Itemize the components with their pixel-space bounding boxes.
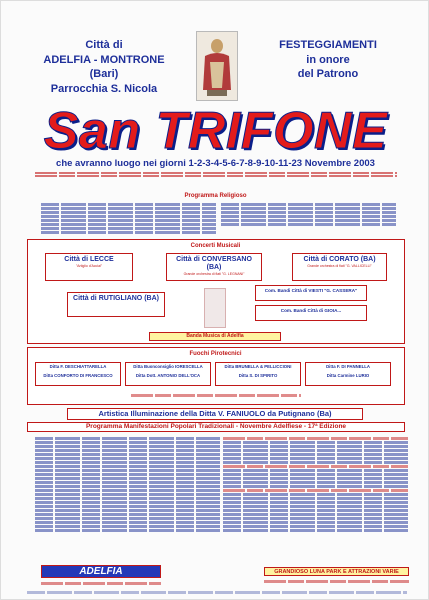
concert-title: Com. Bandi Città di GIOIA... <box>280 308 342 313</box>
concert-subtitle: Grande orchestra di fiati "G. LEGNANI" <box>183 272 245 277</box>
religious-program-heading: Programma Religioso <box>184 193 247 199</box>
concert-title: Com. Bandi Città di VIESTI "G. CASSERA" <box>264 288 358 293</box>
header-right-line1: FESTEGGIAMENTI <box>279 39 377 51</box>
popular-program-heading: Programma Manifestazioni Popolari Tradizionali - Novembre Adelfiese - 17ª Edizione <box>27 422 405 432</box>
religious-program-left <box>41 202 216 235</box>
concert-title: Città di RUTIGLIANO (BA) <box>73 295 159 302</box>
religious-program-right <box>221 202 396 227</box>
luna-park-caption <box>264 579 409 584</box>
concert-box-6 <box>255 305 367 321</box>
luna-park-banner: GRANDIOSO LUNA PARK E ATTRAZIONI VARIE <box>264 567 409 576</box>
firework-box-4 <box>305 362 391 386</box>
poster-title: San TRIFONE <box>43 102 388 160</box>
saint-statue-image <box>196 31 238 101</box>
concert-box-1 <box>45 253 133 281</box>
firework-company: Ditta S. DI SPIRITO <box>238 372 278 378</box>
header-left-line1: Città di <box>85 39 123 51</box>
concert-box-2 <box>166 253 262 281</box>
concert-box-3 <box>292 253 387 281</box>
concert-title: Città di LECCE <box>64 256 114 263</box>
header-right-line2: in onore <box>306 53 350 66</box>
header-left-line3: (Bari) <box>89 68 119 80</box>
header-left-line4: Parrocchia S. Nicola <box>50 82 158 95</box>
firework-company: Ditta BRUNELLA & PELLICCIONI <box>224 364 292 369</box>
band-line: Banda Musica di Adelfia <box>149 332 281 341</box>
firework-company: Ditta Buonconsiglio IORESCELLA <box>133 364 203 369</box>
firework-company: Ditta Dott. ANTONIO DELL'OCA <box>135 372 201 378</box>
concert-box-5 <box>255 285 367 301</box>
intro-text-block <box>35 171 397 178</box>
header-left <box>29 38 179 96</box>
firework-box-3 <box>215 362 301 386</box>
fireworks-footnote <box>131 393 301 398</box>
concert-title: Città di CORATO (BA) <box>303 256 376 263</box>
adelfia-caption <box>41 581 161 586</box>
popular-program-left <box>35 436 220 533</box>
concert-subtitle: "Artiglio d'Acciai" <box>75 264 103 269</box>
firework-company: Ditta CONFORTO DI FRANCESCO <box>43 372 113 378</box>
concerts-heading: Concerti Musicali <box>190 243 241 249</box>
lighting-banner: Artistica Illuminazione della Ditta V. FANIUOLO da Putignano (Ba) <box>67 408 363 420</box>
popular-program-right <box>223 436 408 533</box>
concert-title: Città di CONVERSANO (BA) <box>176 256 252 272</box>
concert-subtitle: Grande orchestra di fiati "G. VALLICELLI" <box>307 264 372 269</box>
firework-box-2 <box>125 362 211 386</box>
header-left-line2: ADELFIA - MONTRONE <box>43 53 165 66</box>
firework-company: Ditta Carmine LURIO <box>326 372 370 378</box>
firework-company: Ditta F. DESCHIATTARELLA <box>49 364 107 369</box>
saint-emblem-icon <box>204 288 226 328</box>
adelfia-logo-banner: ADELFIA <box>41 565 161 578</box>
fireworks-heading: Fuochi Pirotecnici <box>189 351 242 357</box>
concert-box-4 <box>67 292 165 317</box>
firework-box-1 <box>35 362 121 386</box>
header-right-line3: del Patrono <box>297 68 359 80</box>
footer-small-print <box>27 590 407 595</box>
header-right <box>253 38 403 82</box>
poster-subtitle: che avranno luogo nei giorni 1-2-3-4-5-6-7-8-9-10-11-23 Novembre 2003 <box>56 158 375 169</box>
firework-company: Ditta F. DI PANNELLA <box>326 364 370 369</box>
